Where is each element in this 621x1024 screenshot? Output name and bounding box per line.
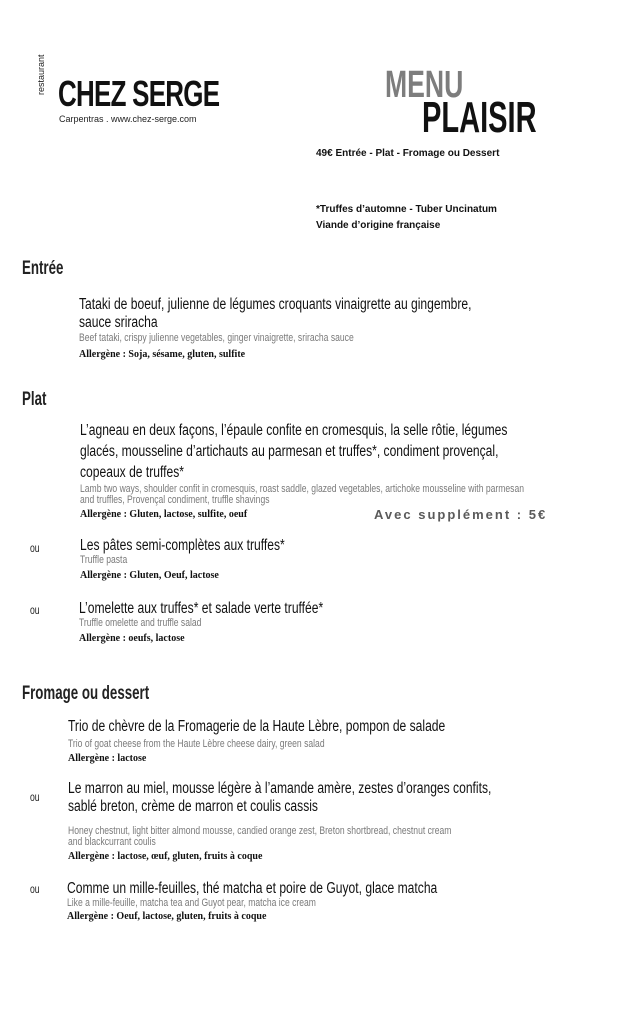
dish-dessert-1 [68,718,552,764]
dish-fr-line: Les pâtes semi-complètes aux truffes* [80,537,285,554]
menu-price-line: 49€ Entrée - Plat - Fromage ou Dessert [316,148,500,159]
dish-fr-line: Tataki de boeuf, julienne de légumes croquants vinaigrette au gingembre, [79,296,472,313]
meat-origin-note: Viande d’origine française [316,220,441,231]
dish-plat-1 [80,420,621,520]
or-separator: ou [30,882,40,896]
or-separator: ou [30,603,40,617]
dish-en-line: Honey chestnut, light bitter almond mousse, candied orange zest, Breton shortbread, chestnut cream [68,825,452,837]
dish-fr-line: copeaux de truffes* [80,464,184,481]
dish-allergens: Allergène : lactose [68,753,147,764]
dish-en-line: Lamb two ways, shoulder confit in cromesquis, roast saddle, glazed vegetables, artichoke mousseline with parmesan [80,483,525,495]
menu-title-plaisir: PLAISIR [422,93,537,142]
dish-en-line: Trio of goat cheese from the Haute Lèbre cheese dairy, green salad [68,738,325,750]
section-title-entree: Entrée [22,258,64,279]
dish-plat-2 [80,537,342,581]
dish-en-line: Truffle pasta [80,554,128,566]
dish-allergens: Allergène : Gluten, Oeuf, lactose [80,570,219,581]
dish-en-line: Truffle omelette and truffle salad [79,617,202,629]
dish-fr-line: Trio de chèvre de la Fromagerie de la Haute Lèbre, pompon de salade [68,718,446,735]
dish-fr-line: sauce sriracha [79,314,158,331]
dish-en-line: and truffles, Provençal condiment, truffle shavings [80,494,270,506]
logo-kicker: restaurant [36,54,46,95]
truffle-note: *Truffes d’automne - Tuber Uncinatum [316,204,497,215]
dish-fr-line: glacés, mousseline d’artichauts au parmesan et truffes*, condiment provençal, [80,443,499,460]
dish-fr-line: L’agneau en deux façons, l’épaule confite en cromesquis, la selle rôtie, légumes [80,422,508,439]
dish-allergens: Allergène : lactose, œuf, gluten, fruits à coque [68,851,263,862]
dish-dessert-2 [68,780,611,862]
dish-allergens: Allergène : Soja, sésame, gluten, sulfite [79,349,246,360]
section-title-dessert: Fromage ou dessert [22,683,150,704]
dish-allergens: Allergène : oeufs, lactose [79,633,185,644]
dish-entree-1 [79,296,582,360]
dish-fr-line: Comme un mille-feuilles, thé matcha et poire de Guyot, glace matcha [67,880,438,897]
supplement-label: Avec supplément : 5€ [374,507,548,522]
or-separator: ou [30,541,40,555]
logo-subline: Carpentras . www.chez-serge.com [59,114,197,124]
dish-en-line: and blackcurrant coulis [68,836,156,848]
menu-title-menu: MENU [385,64,464,106]
dish-plat-3 [79,600,392,644]
logo-restaurant-name: CHEZ SERGE [58,73,220,114]
dish-allergens: Allergène : Gluten, lactose, sulfite, oeuf [80,509,248,520]
dish-fr-line: L’omelette aux truffes* et salade verte truffée* [79,600,324,617]
dish-fr-line: Le marron au miel, mousse légère à l’amande amère, zestes d’oranges confits, [68,780,492,797]
dish-dessert-3 [67,880,542,922]
dish-en-line: Like a mille-feuille, matcha tea and Guyot pear, matcha ice cream [67,897,316,909]
dish-en-line: Beef tataki, crispy julienne vegetables, ginger vinaigrette, sriracha sauce [79,332,354,344]
dish-allergens: Allergène : Oeuf, lactose, gluten, fruits à coque [67,911,267,922]
dish-fr-line: sablé breton, crème de marron et coulis cassis [68,798,318,815]
or-separator: ou [30,790,40,804]
section-title-plat: Plat [22,389,47,410]
